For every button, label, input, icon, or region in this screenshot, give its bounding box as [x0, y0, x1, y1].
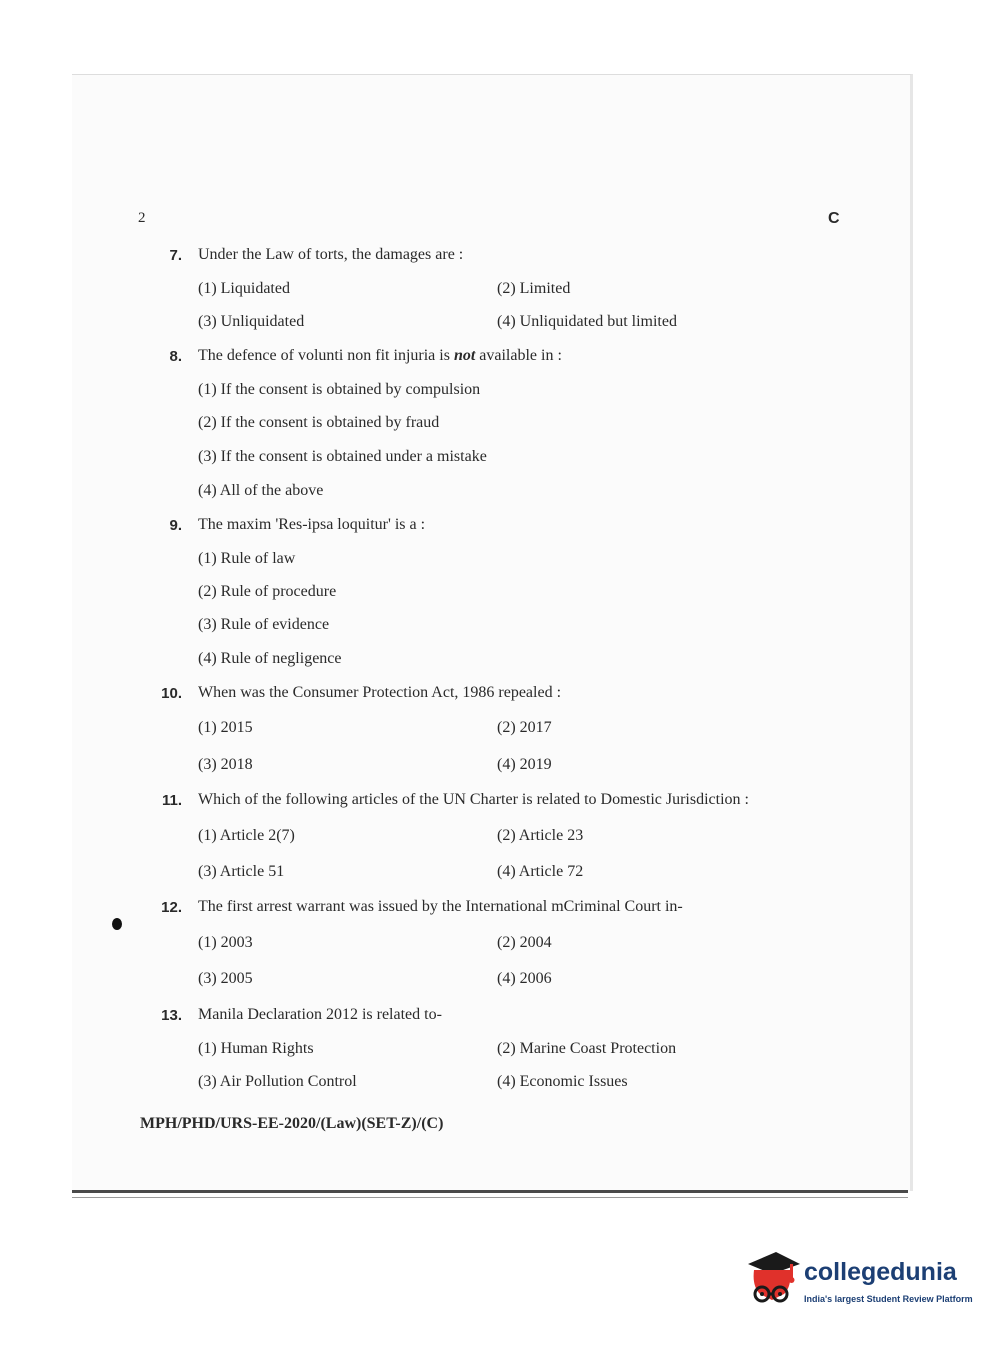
- page-bottom-edge: [72, 1190, 908, 1193]
- brand-name: collegedunia: [804, 1258, 957, 1286]
- option: (1) 2003: [198, 934, 253, 951]
- mascot-icon: [742, 1250, 802, 1312]
- ink-dot: [112, 918, 122, 930]
- option: (4) Unliquidated but limited: [497, 313, 677, 330]
- option: (1) Article 2(7): [198, 827, 295, 844]
- option: (2) Rule of procedure: [198, 583, 337, 600]
- option: (3) 2005: [198, 970, 253, 987]
- option: (3) Unliquidated: [198, 313, 305, 330]
- option: (2) Article 23: [497, 827, 584, 844]
- option: (3) Article 51: [198, 863, 285, 880]
- option: (1) Liquidated: [198, 280, 290, 297]
- option: (4) Economic Issues: [497, 1073, 628, 1090]
- option: (1) If the consent is obtained by compulsion: [198, 381, 481, 398]
- question-number: 8.: [169, 348, 182, 365]
- option: (2) Limited: [497, 280, 571, 297]
- question-text: Under the Law of torts, the damages are :: [198, 246, 464, 263]
- question-number: 9.: [169, 517, 182, 534]
- option: (4) Article 72: [497, 863, 584, 880]
- option: (4) All of the above: [198, 482, 324, 499]
- question-text: Which of the following articles of the UN Charter is related to Domestic Jurisdiction :: [198, 791, 749, 808]
- page-bottom-edge-shadow: [72, 1197, 908, 1198]
- option: (1) Human Rights: [198, 1040, 314, 1057]
- emphasis-not: not: [453, 347, 476, 364]
- set-letter: C: [828, 210, 840, 227]
- question-text: The maxim 'Res-ipsa loquitur' is a :: [198, 516, 426, 533]
- question-text: The defence of volunti non fit injuria is not available in :: [198, 347, 562, 364]
- option: (3) Air Pollution Control: [198, 1073, 357, 1090]
- option: (3) If the consent is obtained under a mistake: [198, 448, 487, 465]
- option: (4) Rule of negligence: [198, 650, 342, 667]
- option: (1) Rule of law: [198, 550, 296, 567]
- question-number: 11.: [161, 792, 182, 809]
- option: (4) 2019: [497, 756, 552, 773]
- page-number: 2: [138, 210, 146, 226]
- question-number: 12.: [161, 899, 182, 916]
- option: (2) 2004: [497, 934, 552, 951]
- question-number: 10.: [161, 685, 182, 702]
- option: (2) If the consent is obtained by fraud: [198, 414, 440, 431]
- paper-code: MPH/PHD/URS-EE-2020/(Law)(SET-Z)/(C): [140, 1115, 444, 1132]
- option: (3) 2018: [198, 756, 253, 773]
- collegedunia-logo: [742, 1250, 972, 1320]
- option: (2) 2017: [497, 719, 552, 736]
- question-text: Manila Declaration 2012 is related to-: [198, 1006, 442, 1023]
- question-text: The first arrest warrant was issued by the International mCriminal Court in-: [198, 898, 683, 915]
- option: (2) Marine Coast Protection: [497, 1040, 677, 1057]
- option: (4) 2006: [497, 970, 552, 987]
- question-number: 13.: [161, 1007, 182, 1024]
- option: (3) Rule of evidence: [198, 616, 330, 633]
- option: (1) 2015: [198, 719, 253, 736]
- question-number: 7.: [169, 247, 182, 264]
- question-text: When was the Consumer Protection Act, 1986 repealed :: [198, 684, 562, 701]
- brand-tagline: India's largest Student Review Platform: [804, 1294, 973, 1304]
